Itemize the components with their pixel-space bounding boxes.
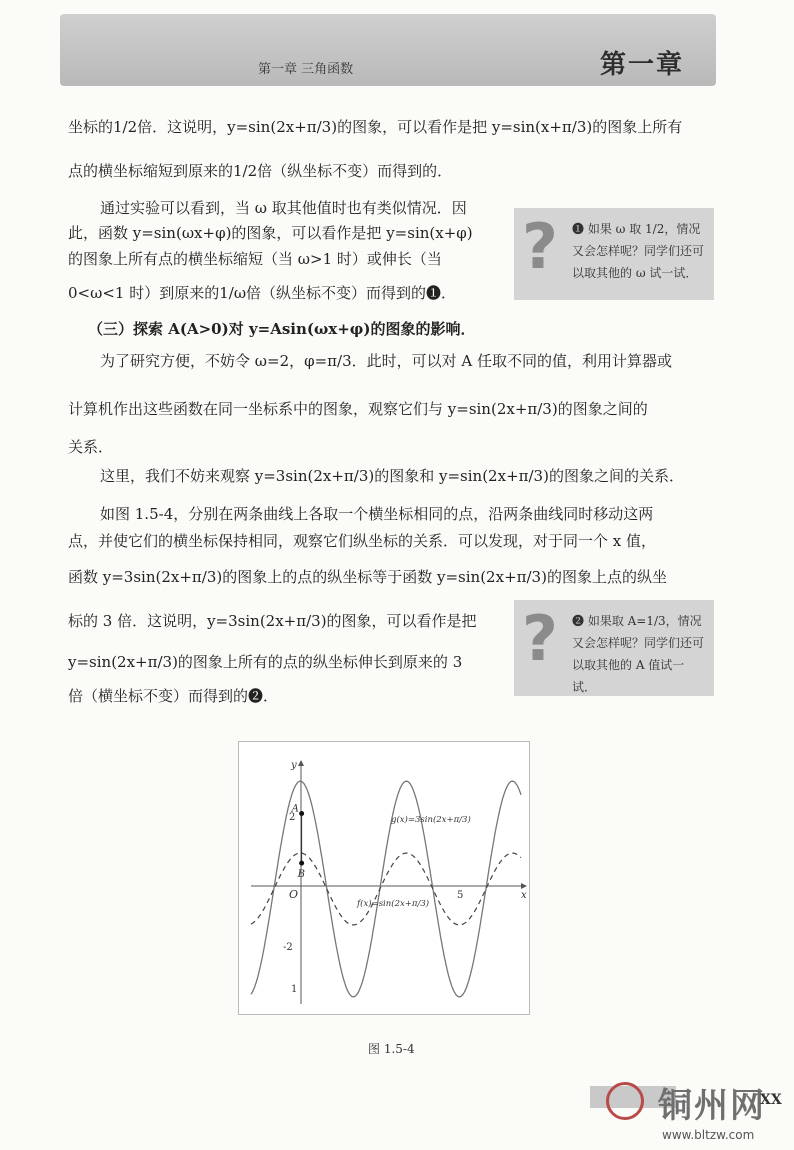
text-line: 点，并使它们的横坐标保持相同，观察它们纵坐标的关系．可以发现，对于同一个 x 值， [68,532,656,550]
seal-logo-icon [606,1082,644,1120]
question-mark-icon: ? [522,602,558,675]
figure-caption: 图 1.5-4 [368,1042,415,1056]
text-line: 点的横坐标缩短到原来的1/2倍（纵坐标不变）而得到的． [68,162,453,180]
chapter-label: 第一章 [600,50,685,80]
tick-label-y-bottom: 1 [291,984,298,995]
axis-label-y: y [291,760,297,771]
text-line: 如图 1.5-4，分别在两条曲线上各取一个横坐标相同的点，沿两条曲线同时移动这两 [100,505,654,523]
x-axis-arrow [521,883,527,889]
figure-1-5-4 [238,741,530,1015]
text-line: 标的 3 倍．这说明，y=3sin(2x+π/3)的图象，可以看作是把 [68,612,477,630]
note-box-1 [514,208,714,300]
text-line: 计算机作出这些函数在同一坐标系中的图象，观察它们与 y=sin(2x+π/3)的图象之间的 [68,400,648,418]
text-line: 此，函数 y=sin(ωx+φ)的图象，可以看作是把 y=sin(x+φ) [68,224,473,242]
y-axis-arrow [298,760,304,766]
text-line: y=sin(2x+π/3)的图象上所有的点的纵坐标伸长到原来的 3 [68,653,463,671]
running-title: 第一章 三角函数 [258,62,354,77]
text-line: 通过实验可以看到，当 ω 取其他值时也有类似情况．因 [100,199,467,217]
note-box-2 [514,600,714,696]
text-line: 倍（横坐标不变）而得到的❷． [68,687,279,705]
text-line: 0<ω<1 时）到原来的1/ω倍（纵坐标不变）而得到的❶． [68,284,457,302]
text-line: 为了研究方便，不妨令 ω=2，φ=π/3．此时，可以对 A 任取不同的值，利用计算器或 [100,352,673,370]
tick-label-x-5: 5 [457,890,464,901]
point-a-marker [299,811,304,816]
note-text-2: ❷ 如果取 A=1/3，情况又会怎样呢？同学们还可以取其他的 A 值试一试． [572,614,705,694]
tick-label-y-neg2: -2 [283,942,293,953]
origin-label: O [289,888,299,901]
text-line: 这里，我们不妨来观察 y=3sin(2x+π/3)的图象和 y=sin(2x+π/3)的图象之间的关系． [100,467,684,485]
text-line: 函数 y=3sin(2x+π/3)的图象上的点的纵坐标等于函数 y=sin(2x+π/3)的图象上点的纵坐 [68,568,667,586]
series-label-g: g(x)=3sin(2x+π/3) [391,815,471,825]
point-b-marker [299,861,304,866]
watermark-url: www.bltzw.com [662,1128,755,1142]
page-number: XX [760,1092,782,1108]
section-heading: （三）探索 A(A>0)对 y=Asin(ωx+φ)的图象的影响． [88,320,476,338]
text-line: 坐标的1/2倍．这说明，y=sin(2x+π/3)的图象，可以看作是把 y=sin(x+π/3)的图象上所有 [68,118,683,136]
series-label-f: f(x)=sin(2x+π/3) [357,899,430,909]
point-label-b: B [297,869,305,881]
axis-label-x: x [521,890,527,901]
tick-label-y-2: 2 [289,812,296,823]
text-line: 关系． [68,438,114,456]
question-mark-icon: ? [522,210,558,283]
text-line: 的图象上所有点的横坐标缩短（当 ω>1 时）或伸长（当 [68,250,442,268]
point-label-a: A [291,803,299,815]
watermark-name: 铜州网 [658,1086,766,1126]
sine-graph [239,742,529,1014]
note-text-1: ❶ 如果 ω 取 1/2，情况又会怎样呢？同学们还可以取其他的 ω 试一试． [572,222,705,280]
